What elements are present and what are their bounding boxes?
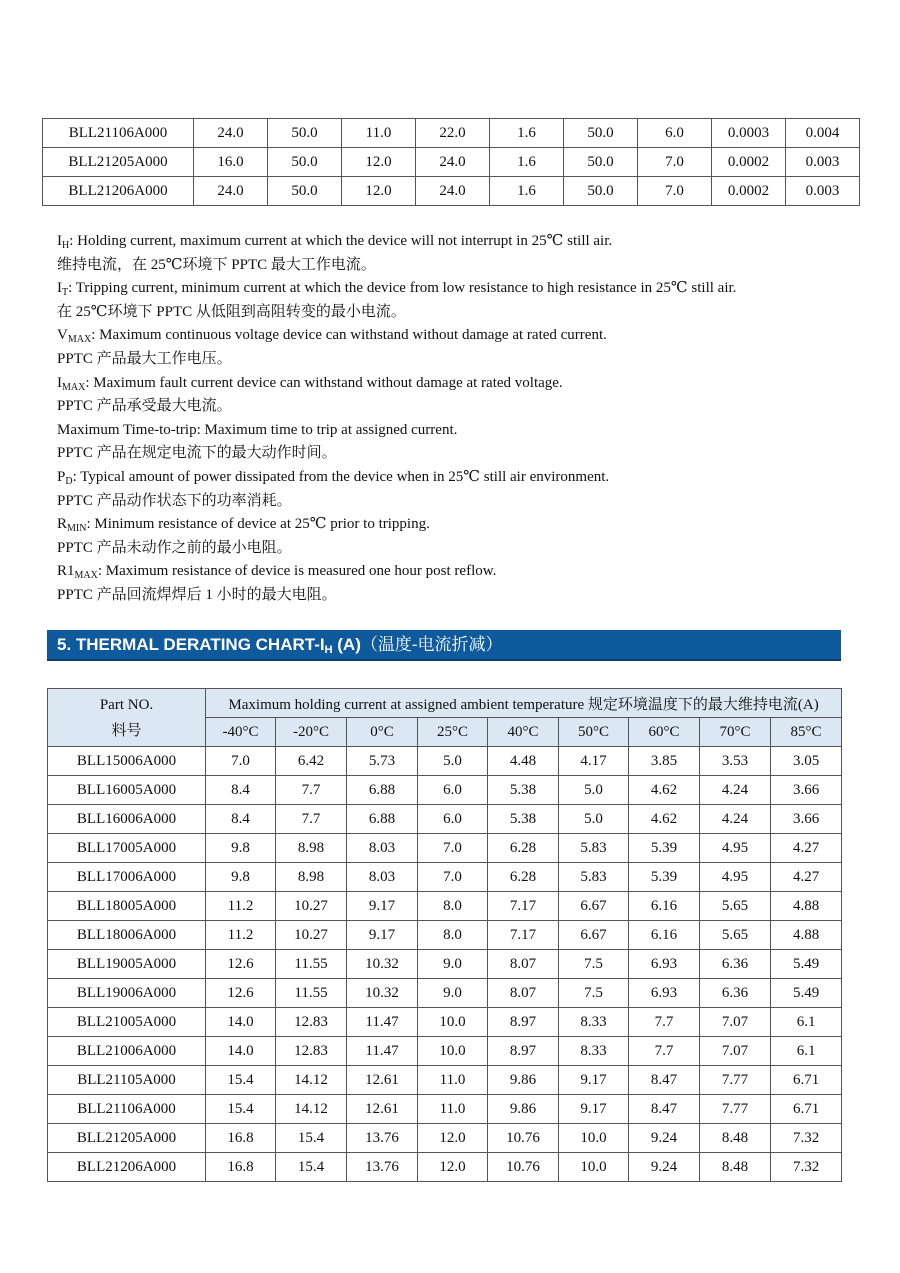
symbol: I [57, 374, 62, 391]
current-value-cell: 8.33 [559, 1037, 629, 1066]
temperature-header: 0°C [347, 718, 418, 747]
symbol-subscript: MAX [67, 334, 92, 346]
definition-text: : Maximum fault current device can withstand without damage at rated voltage. [85, 374, 563, 391]
table-cell: 1.6 [490, 119, 564, 148]
current-value-cell: 6.1 [771, 1008, 842, 1037]
definition-text: : Typical amount of power dissipated from the device when in 25℃ still air environment. [72, 468, 610, 485]
table-cell: 7.0 [638, 177, 712, 206]
current-value-cell: 8.47 [629, 1066, 700, 1095]
symbol: P [57, 468, 66, 485]
current-value-cell: 5.0 [559, 776, 629, 805]
definition-text: : Minimum resistance of device at 25℃ prior to tripping. [86, 516, 430, 533]
current-value-cell: 6.36 [700, 979, 771, 1008]
temperature-header: -20°C [276, 718, 347, 747]
current-value-cell: 6.0 [418, 776, 488, 805]
table-cell: 22.0 [416, 119, 490, 148]
part-number-cell: BLL18006A000 [48, 921, 206, 950]
current-value-cell: 12.83 [276, 1008, 347, 1037]
current-value-cell: 6.0 [418, 805, 488, 834]
section-title-cn: （温度-电流折减） [360, 635, 503, 654]
definition-text: : Maximum resistance of device is measured one hour post reflow. [97, 563, 497, 580]
symbol-subscript: MAX [74, 570, 98, 582]
current-value-cell: 4.88 [771, 892, 842, 921]
current-value-cell: 16.8 [206, 1124, 276, 1153]
parameter-definitions [57, 230, 877, 608]
definition-line [57, 254, 877, 278]
current-value-cell: 7.5 [559, 979, 629, 1008]
definition-text: 在 25℃环境下 PPTC 从低阻到高阻转变的最小电流。 [57, 303, 406, 320]
table-row [48, 1008, 842, 1037]
part-no-label: Part NO. [99, 696, 154, 713]
current-value-cell: 8.03 [347, 863, 418, 892]
current-value-cell: 8.0 [418, 892, 488, 921]
temperature-header: -40°C [206, 718, 276, 747]
part-number-cell: BLL21106A000 [43, 119, 194, 148]
symbol-subscript: D [65, 475, 73, 487]
table-row [48, 979, 842, 1008]
current-value-cell: 7.7 [629, 1037, 700, 1066]
current-value-cell: 8.07 [488, 979, 559, 1008]
current-value-cell: 10.0 [418, 1008, 488, 1037]
symbol: R [57, 516, 68, 533]
definition-line [57, 395, 877, 419]
current-value-cell: 9.0 [418, 950, 488, 979]
current-value-cell: 6.71 [771, 1095, 842, 1124]
definition-line [57, 372, 877, 396]
symbol-subscript: MIN [67, 523, 87, 535]
current-value-cell: 10.0 [559, 1124, 629, 1153]
table-row [43, 177, 860, 206]
temperature-header: 70°C [700, 718, 771, 747]
current-value-cell: 4.17 [559, 747, 629, 776]
temperature-header: 85°C [771, 718, 842, 747]
part-number-cell: BLL21206A000 [43, 177, 194, 206]
current-value-cell: 3.53 [700, 747, 771, 776]
definition-line [57, 230, 877, 254]
current-value-cell: 12.83 [276, 1037, 347, 1066]
current-value-cell: 7.7 [629, 1008, 700, 1037]
table-row [48, 747, 842, 776]
current-value-cell: 10.0 [418, 1037, 488, 1066]
table-row [43, 148, 860, 177]
current-value-cell: 8.48 [700, 1153, 771, 1182]
current-value-cell: 8.0 [418, 921, 488, 950]
table-cell: 50.0 [268, 148, 342, 177]
part-number-cell: BLL21205A000 [43, 148, 194, 177]
current-value-cell: 6.28 [488, 863, 559, 892]
part-no-label-cn: 料号 [111, 722, 142, 739]
current-value-cell: 8.47 [629, 1095, 700, 1124]
definition-text: PPTC 产品回流焊焊后 1 小时的最大电阻。 [57, 586, 337, 603]
current-value-cell: 12.61 [347, 1095, 418, 1124]
symbol-subscript: H [62, 240, 70, 251]
section-title [57, 635, 503, 654]
current-value-cell: 7.17 [488, 892, 559, 921]
current-value-cell: 10.32 [347, 979, 418, 1008]
current-value-cell: 14.0 [206, 1008, 276, 1037]
part-number-cell: BLL19006A000 [48, 979, 206, 1008]
current-value-cell: 9.8 [206, 863, 276, 892]
current-value-cell: 4.48 [488, 747, 559, 776]
table-cell: 7.0 [638, 148, 712, 177]
current-value-cell: 7.0 [206, 747, 276, 776]
current-value-cell: 9.86 [488, 1066, 559, 1095]
current-value-cell: 8.4 [206, 805, 276, 834]
current-value-cell: 5.65 [700, 921, 771, 950]
part-number-cell: BLL17006A000 [48, 863, 206, 892]
derating-table-header [48, 689, 842, 747]
table-cell: 24.0 [194, 119, 268, 148]
current-value-cell: 5.39 [629, 834, 700, 863]
table-cell: 12.0 [342, 148, 416, 177]
current-value-cell: 3.05 [771, 747, 842, 776]
current-value-cell: 7.7 [276, 776, 347, 805]
current-value-cell: 4.88 [771, 921, 842, 950]
current-value-cell: 5.83 [559, 863, 629, 892]
current-value-cell: 5.49 [771, 950, 842, 979]
header-row [48, 689, 842, 718]
current-value-cell: 5.38 [488, 805, 559, 834]
definition-text: 维持电流，在 25℃环境下 PPTC 最大工作电流。 [57, 256, 376, 273]
current-value-cell: 8.98 [276, 863, 347, 892]
table-cell: 6.0 [638, 119, 712, 148]
current-value-cell: 7.77 [700, 1095, 771, 1124]
current-value-cell: 7.07 [700, 1008, 771, 1037]
current-value-cell: 6.67 [559, 892, 629, 921]
table-row [48, 834, 842, 863]
current-value-cell: 3.85 [629, 747, 700, 776]
definition-line [57, 513, 877, 537]
part-no-header [48, 689, 206, 747]
table-cell: 50.0 [564, 119, 638, 148]
current-value-cell: 3.66 [771, 776, 842, 805]
current-value-cell: 12.61 [347, 1066, 418, 1095]
table-cell: 0.0002 [712, 177, 786, 206]
definition-text: Maximum Time-to-trip: Maximum time to trip at assigned current. [57, 421, 458, 438]
current-value-cell: 4.62 [629, 776, 700, 805]
current-value-cell: 5.39 [629, 863, 700, 892]
current-value-cell: 9.0 [418, 979, 488, 1008]
current-value-cell: 5.65 [700, 892, 771, 921]
table-cell: 50.0 [564, 148, 638, 177]
current-value-cell: 3.66 [771, 805, 842, 834]
spec-table-body [43, 119, 860, 206]
definition-text: PPTC 产品未动作之前的最小电阻。 [57, 539, 292, 556]
table-cell: 24.0 [416, 148, 490, 177]
current-value-cell: 5.0 [559, 805, 629, 834]
temperature-header: 25°C [418, 718, 488, 747]
table-row [48, 1153, 842, 1182]
current-value-cell: 11.47 [347, 1008, 418, 1037]
spec-table [42, 118, 860, 206]
table-cell: 24.0 [416, 177, 490, 206]
current-value-cell: 9.24 [629, 1124, 700, 1153]
current-value-cell: 8.97 [488, 1008, 559, 1037]
current-value-cell: 10.27 [276, 921, 347, 950]
current-value-cell: 7.0 [418, 863, 488, 892]
part-number-cell: BLL16006A000 [48, 805, 206, 834]
current-value-cell: 12.0 [418, 1153, 488, 1182]
table-cell: 1.6 [490, 177, 564, 206]
derating-table-body [48, 747, 842, 1182]
definition-line [57, 324, 877, 348]
max-holding-current-header: Maximum holding current at assigned ambient temperature 规定环境温度下的最大维持电流(A) [206, 689, 842, 718]
current-value-cell: 11.55 [276, 950, 347, 979]
current-value-cell: 6.88 [347, 776, 418, 805]
current-value-cell: 7.32 [771, 1153, 842, 1182]
current-value-cell: 9.24 [629, 1153, 700, 1182]
table-cell: 0.0003 [712, 119, 786, 148]
current-value-cell: 5.49 [771, 979, 842, 1008]
current-value-cell: 15.4 [206, 1066, 276, 1095]
current-value-cell: 11.0 [418, 1066, 488, 1095]
current-value-cell: 9.17 [347, 921, 418, 950]
symbol: I [57, 233, 62, 249]
current-value-cell: 11.2 [206, 892, 276, 921]
current-value-cell: 5.73 [347, 747, 418, 776]
current-value-cell: 14.0 [206, 1037, 276, 1066]
current-value-cell: 5.0 [418, 747, 488, 776]
current-value-cell: 6.88 [347, 805, 418, 834]
table-row [48, 805, 842, 834]
current-value-cell: 4.24 [700, 776, 771, 805]
current-value-cell: 13.76 [347, 1153, 418, 1182]
table-cell: 12.0 [342, 177, 416, 206]
definition-line [57, 560, 877, 584]
current-value-cell: 15.4 [276, 1153, 347, 1182]
current-value-cell: 8.48 [700, 1124, 771, 1153]
current-value-cell: 9.17 [559, 1066, 629, 1095]
table-row [48, 1066, 842, 1095]
current-value-cell: 6.42 [276, 747, 347, 776]
table-cell: 16.0 [194, 148, 268, 177]
current-value-cell: 6.1 [771, 1037, 842, 1066]
current-value-cell: 16.8 [206, 1153, 276, 1182]
part-number-cell: BLL21205A000 [48, 1124, 206, 1153]
current-value-cell: 11.2 [206, 921, 276, 950]
table-row [48, 1037, 842, 1066]
table-row [48, 1124, 842, 1153]
part-number-cell: BLL21206A000 [48, 1153, 206, 1182]
part-number-cell: BLL21105A000 [48, 1066, 206, 1095]
table-row [48, 921, 842, 950]
part-number-cell: BLL17005A000 [48, 834, 206, 863]
current-value-cell: 4.95 [700, 863, 771, 892]
current-value-cell: 10.76 [488, 1153, 559, 1182]
section-title-subscript: H [324, 644, 333, 656]
table-cell: 0.003 [786, 148, 860, 177]
table-row [48, 950, 842, 979]
current-value-cell: 7.5 [559, 950, 629, 979]
thermal-derating-table [47, 688, 842, 1182]
current-value-cell: 9.86 [488, 1095, 559, 1124]
table-row [48, 1095, 842, 1124]
current-value-cell: 7.07 [700, 1037, 771, 1066]
current-value-cell: 12.6 [206, 950, 276, 979]
symbol: V [57, 327, 68, 344]
symbol: R1 [57, 563, 75, 580]
current-value-cell: 15.4 [276, 1124, 347, 1153]
part-number-cell: BLL15006A000 [48, 747, 206, 776]
current-value-cell: 8.07 [488, 950, 559, 979]
part-number-cell: BLL16005A000 [48, 776, 206, 805]
current-value-cell: 10.27 [276, 892, 347, 921]
current-value-cell: 4.62 [629, 805, 700, 834]
current-value-cell: 9.8 [206, 834, 276, 863]
current-value-cell: 6.93 [629, 979, 700, 1008]
current-value-cell: 12.0 [418, 1124, 488, 1153]
current-value-cell: 8.98 [276, 834, 347, 863]
current-value-cell: 7.0 [418, 834, 488, 863]
current-value-cell: 6.93 [629, 950, 700, 979]
current-value-cell: 11.0 [418, 1095, 488, 1124]
part-number-cell: BLL21006A000 [48, 1037, 206, 1066]
current-value-cell: 8.97 [488, 1037, 559, 1066]
current-value-cell: 8.03 [347, 834, 418, 863]
current-value-cell: 7.32 [771, 1124, 842, 1153]
current-value-cell: 7.77 [700, 1066, 771, 1095]
definition-line [57, 419, 877, 443]
part-number-cell: BLL19005A000 [48, 950, 206, 979]
definition-text: PPTC 产品在规定电流下的最大动作时间。 [57, 445, 337, 462]
current-value-cell: 8.33 [559, 1008, 629, 1037]
table-row [48, 776, 842, 805]
table-row [43, 119, 860, 148]
current-value-cell: 5.38 [488, 776, 559, 805]
current-value-cell: 13.76 [347, 1124, 418, 1153]
current-value-cell: 4.95 [700, 834, 771, 863]
current-value-cell: 4.27 [771, 863, 842, 892]
definition-text: : Tripping current, minimum current at which the device from low resistance to high resistance in 25℃ still air. [68, 280, 737, 297]
current-value-cell: 4.27 [771, 834, 842, 863]
current-value-cell: 9.17 [347, 892, 418, 921]
definition-text: PPTC 产品最大工作电压。 [57, 350, 232, 367]
current-value-cell: 9.17 [559, 1095, 629, 1124]
symbol-subscript: T [62, 287, 69, 299]
definition-line [57, 466, 877, 490]
definition-line [57, 584, 877, 608]
current-value-cell: 11.55 [276, 979, 347, 1008]
definition-line [57, 442, 877, 466]
section-title-main: 5. THERMAL DERATING CHART-I [57, 635, 325, 654]
current-value-cell: 5.83 [559, 834, 629, 863]
section-header [47, 630, 841, 661]
current-value-cell: 6.28 [488, 834, 559, 863]
table-row [48, 892, 842, 921]
definition-line [57, 301, 877, 325]
current-value-cell: 7.7 [276, 805, 347, 834]
table-cell: 0.0002 [712, 148, 786, 177]
table-row [48, 863, 842, 892]
current-value-cell: 10.0 [559, 1153, 629, 1182]
definition-text: : Maximum continuous voltage device can withstand without damage at rated current. [91, 327, 607, 344]
current-value-cell: 4.24 [700, 805, 771, 834]
table-cell: 0.004 [786, 119, 860, 148]
current-value-cell: 10.32 [347, 950, 418, 979]
part-number-cell: BLL18005A000 [48, 892, 206, 921]
symbol-subscript: MAX [62, 381, 86, 393]
current-value-cell: 6.67 [559, 921, 629, 950]
current-value-cell: 7.17 [488, 921, 559, 950]
temperature-header: 50°C [559, 718, 629, 747]
current-value-cell: 6.16 [629, 892, 700, 921]
table-cell: 11.0 [342, 119, 416, 148]
definition-text: : Holding current, maximum current at which the device will not interrupt in 25℃ still air. [69, 233, 613, 249]
current-value-cell: 6.71 [771, 1066, 842, 1095]
temperature-header: 60°C [629, 718, 700, 747]
definition-text: PPTC 产品动作状态下的功率消耗。 [57, 492, 292, 509]
table-cell: 0.003 [786, 177, 860, 206]
current-value-cell: 6.36 [700, 950, 771, 979]
definition-line [57, 490, 877, 514]
current-value-cell: 6.16 [629, 921, 700, 950]
current-value-cell: 14.12 [276, 1095, 347, 1124]
part-number-cell: BLL21106A000 [48, 1095, 206, 1124]
definition-text: PPTC 产品承受最大电流。 [57, 398, 232, 415]
temperature-header: 40°C [488, 718, 559, 747]
definition-line [57, 277, 877, 301]
table-cell: 50.0 [564, 177, 638, 206]
definition-line [57, 537, 877, 561]
current-value-cell: 15.4 [206, 1095, 276, 1124]
current-value-cell: 8.4 [206, 776, 276, 805]
section-title-unit: (A) [332, 635, 361, 654]
current-value-cell: 11.47 [347, 1037, 418, 1066]
symbol: I [57, 280, 62, 297]
table-cell: 50.0 [268, 177, 342, 206]
current-value-cell: 12.6 [206, 979, 276, 1008]
table-cell: 1.6 [490, 148, 564, 177]
part-number-cell: BLL21005A000 [48, 1008, 206, 1037]
current-value-cell: 14.12 [276, 1066, 347, 1095]
definition-line [57, 348, 877, 372]
table-cell: 24.0 [194, 177, 268, 206]
table-cell: 50.0 [268, 119, 342, 148]
current-value-cell: 10.76 [488, 1124, 559, 1153]
